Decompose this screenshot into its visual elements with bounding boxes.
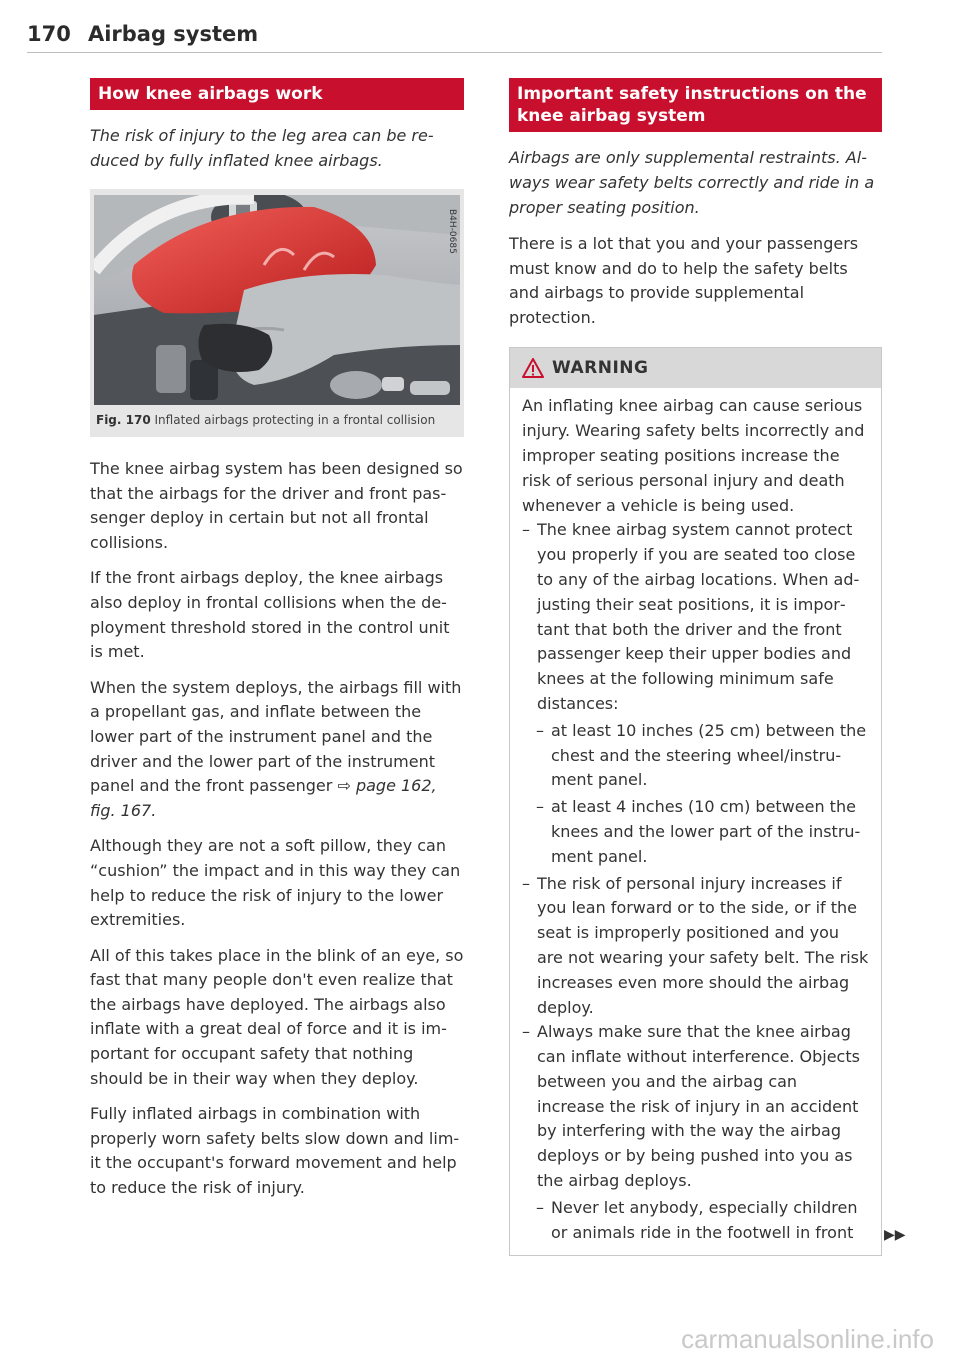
body-paragraph: Fully inflated airbags in combination with properly worn safety belts slow down and limit the occupant's forward movement and help to reduce the risk of injury. (90, 1104, 460, 1198)
warning-subitem-text: Never let anybody, especially children or animals ride in the footwell in front (551, 1197, 858, 1242)
warning-item-text: The knee airbag system cannot protect you properly if you are seated too close to any of the airbag locations. When adjusting their seat positions, it is important that both the driver and the front passenger keep their upper bodies and knees at the following minimum safe distances: (537, 520, 860, 713)
figure-label: Fig. 170 (96, 413, 151, 427)
continued-arrow-icon: ▶▶ (884, 1226, 906, 1243)
warning-item: – Always make sure that the knee airbag can inflate without interference. Objects between you and the airbag can increase the risk of injury in an accident by interfering with the way the airbag deploys or by being pushed into you as the airbag deploys. (522, 1022, 860, 1191)
body-paragraph: If the front airbags deploy, the knee airbags also deploy in frontal collisions when the deployment threshold stored in the control unit is met. (90, 568, 450, 662)
warning-subitem: – Never let anybody, especially children or animals ride in the footwell in front (536, 1197, 858, 1242)
warning-item: – The knee airbag system cannot protect you properly if you are seated too close to any of the airbag locations. When adjusting their seat positions, it is important that both the driver and the front passenger keep their upper bodies and knees at the following minimum safe distances: (522, 520, 860, 713)
body-paragraph (90, 676, 464, 824)
body-paragraph: The knee airbag system has been designed so that the airbags for the driver and front passenger deploy in certain but not all frontal collisions. (90, 459, 463, 552)
figure-caption-text: Inflated airbags protecting in a frontal collision (154, 413, 436, 427)
left-column (90, 78, 464, 1212)
section-heading: Important safety instructions on the knee airbag system (509, 78, 882, 132)
body-paragraph: All of this takes place in the blink of an eye, so fast that many people don't even realize that the airbags have deployed. The airbags also inflate with a great deal of force and it is important for occupant safety that nothing should be in their way when they deploy. (90, 945, 464, 1088)
figure (90, 189, 464, 437)
knee-airbag-illustration (94, 195, 460, 405)
warning-body (510, 388, 906, 1255)
header-divider (27, 52, 882, 53)
warning-subitem: – at least 4 inches (10 cm) between the knees and the lower part of the instrument panel. (536, 797, 861, 866)
section-heading: How knee airbags work (90, 78, 464, 110)
warning-item-text: Always make sure that the knee airbag can inflate without interference. Objects between you and the airbag can increase the risk of injury in an accident by interfering with the way the airbag deploys or by being pushed into you as the airbag deploys. (537, 1022, 860, 1191)
warning-subitem-text: at least 10 inches (25 cm) between the chest and the steering wheel/instrument panel. (551, 720, 867, 790)
warning-triangle-icon (522, 358, 544, 378)
paragraph-text: When the system deploys, the airbags fill with a propellant gas, and inflate between the lower part of the instrument panel and the driver and the lower part of the instrument panel and the front passenger (90, 677, 462, 796)
warning-intro: An inflating knee airbag can cause serious injury. Wearing safety belts incorrectly and improper seating positions increase the risk of serious personal injury and death whenever a vehicle is being used. (522, 396, 865, 515)
section-title: Airbag system (87, 22, 259, 46)
body-paragraph: There is a lot that you and your passengers must know and do to help the safety belts and airbags to provide supplemental protection. (509, 234, 859, 327)
intro-text: Airbags are only supplemental restraints. Always wear safety belts correctly and ride in a proper seating position. (509, 148, 875, 217)
warning-subitem-text: at least 4 inches (10 cm) between the knees and the lower part of the instrument panel. (551, 797, 861, 866)
warning-title: WARNING (552, 358, 649, 379)
page-number: 170 (27, 22, 71, 46)
figure-code: B4H-0685 (447, 209, 457, 254)
warning-subitem: – at least 10 inches (25 cm) between the chest and the steering wheel/instrument panel. (536, 720, 867, 790)
right-column (509, 78, 906, 1256)
page-header (27, 22, 882, 46)
warning-header (510, 348, 881, 388)
warning-item: – The risk of personal injury increases if you lean forward or to the side, or if the seat is improperly positioned and you are not wearing your safety belt. The risk increases even more should the airbag deploy. (522, 873, 869, 1017)
figure-caption (94, 405, 460, 431)
warning-box (509, 347, 906, 1256)
body-paragraph: Although they are not a soft pillow, they can “cushion” the impact and in this way they can help to reduce the risk of injury to the lower extremities. (90, 836, 461, 930)
intro-text: The risk of injury to the leg area can be reduced by fully inflated knee airbags. (90, 126, 434, 170)
page-reference-link[interactable]: ⇨ page 162, fig. 167. (90, 776, 437, 820)
watermark: carmanualsonline.info (681, 1324, 934, 1354)
warning-item-text: The risk of personal injury increases if you lean forward or to the side, or if the seat is improperly positioned and you are not wearing your safety belt. The risk increases even more should the airbag deploy. (537, 873, 869, 1017)
